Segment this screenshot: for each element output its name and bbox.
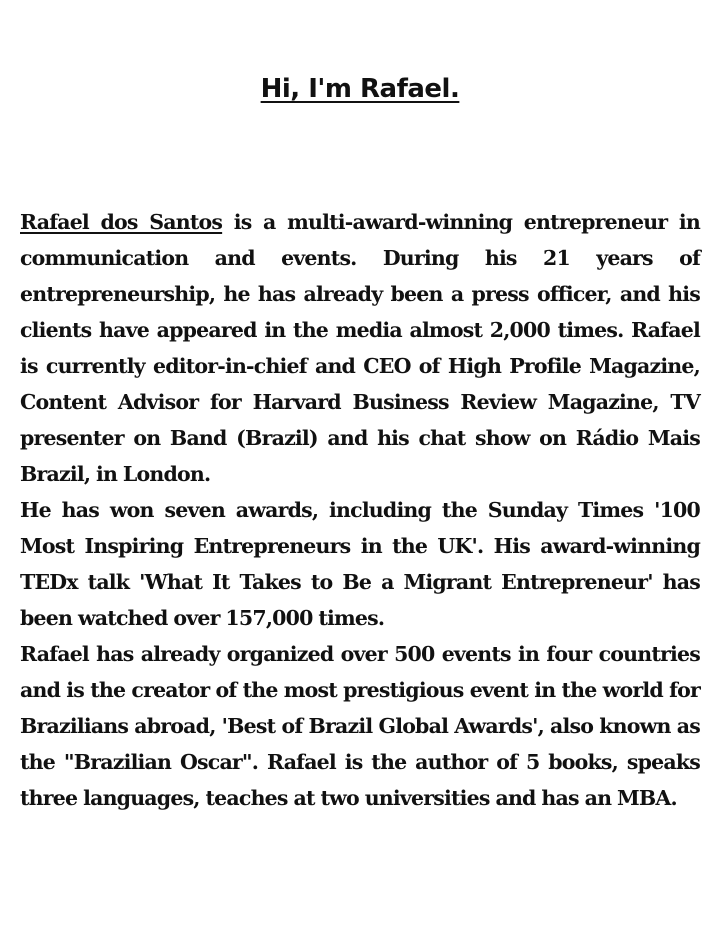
page-title: Hi, I'm Rafael. [260, 74, 460, 104]
bio-paragraph-2: He has won seven awards, including the Sunday Times '100 Most Inspiring Entrepreneurs in the UK'. His award-winning TEDx talk 'What It Takes to Be a Migrant Entrepreneur' has been watched over 157,000 times. [20, 498, 700, 630]
bio-paragraph-3: Rafael has already organized over 500 events in four countries and is the creator of the most prestigious event in the world for Brazilians abroad, 'Best of Brazil Global Awards', also known as the "Brazilian Oscar". Rafael is the author of 5 books, speaks three languages, teaches at two universities and has an MBA. [20, 642, 700, 810]
rafael-name-link[interactable]: Rafael dos Santos [20, 210, 223, 234]
bio-text [20, 204, 700, 816]
bio-paragraph-1 [20, 204, 700, 492]
bio-paragraph-1-text: is a multi-award-winning entrepreneur in communication and events. During his 21 years of entrepreneurship, he has already been a press officer, and his clients have appeared in the media almost 2,000 times. Rafael is currently editor-in-chief and CEO of High Profile Magazine, Content Advisor for Harvard Business Review Magazine, TV presenter on Band (Brazil) and his chat show on Rádio Mais Brazil, in London. [20, 210, 700, 486]
